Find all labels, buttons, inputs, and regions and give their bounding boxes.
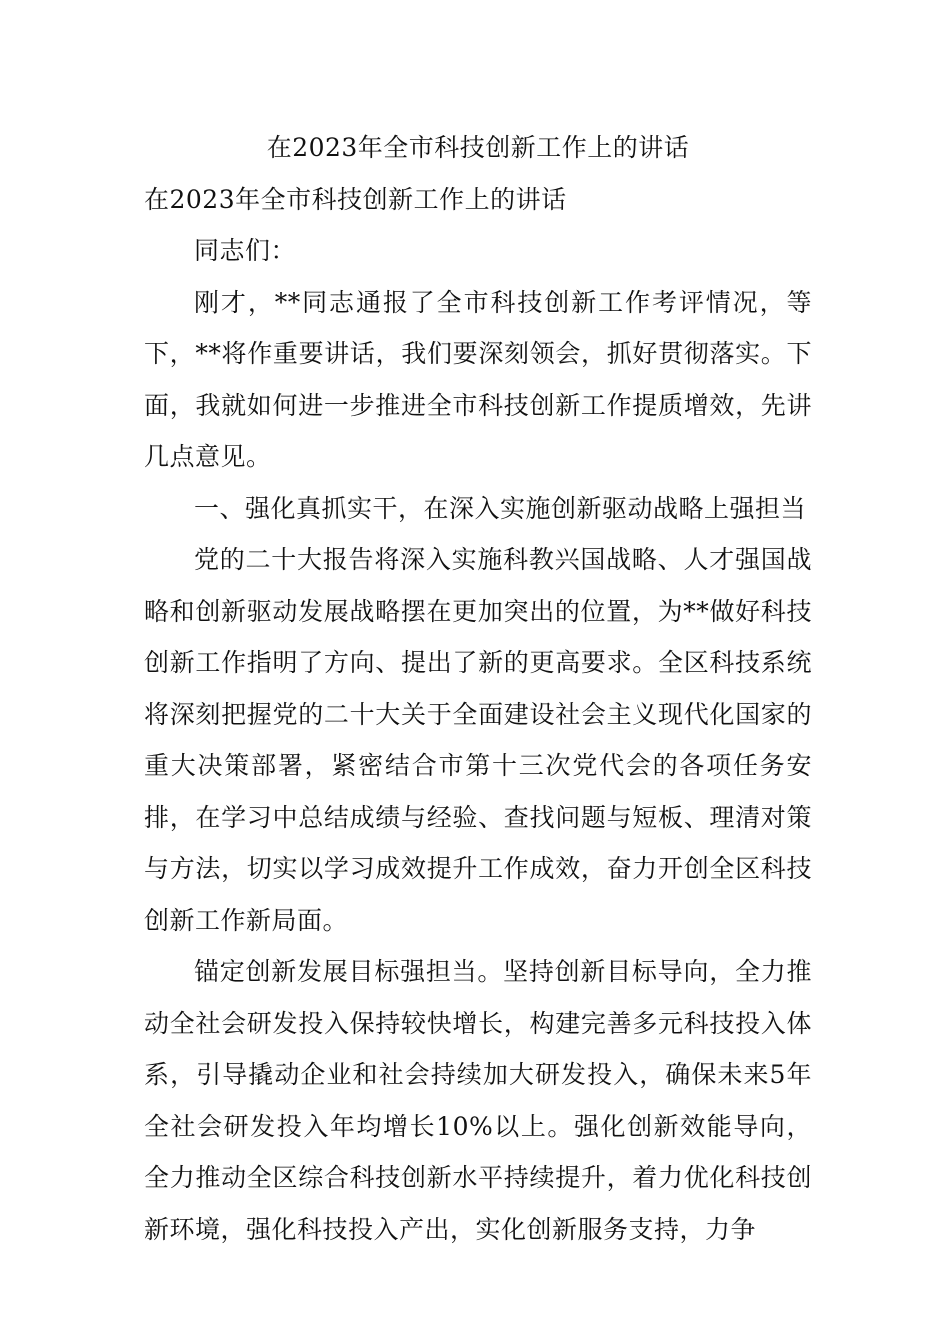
document-subtitle: 在2023年全市科技创新工作上的讲话	[144, 184, 567, 214]
document-body	[144, 122, 812, 1255]
document-title: 在2023年全市科技创新工作上的讲话	[266, 133, 690, 162]
salutation: 同志们：	[194, 236, 297, 265]
paragraph-innovation-goals: 锚定创新发展目标强担当。坚持创新目标导向，全力推动全社会研发投入保持较快增长，构建完善多元科技投入体系，引导撬动企业和社会持续加大研发投入，确保未来5年全社会研发投入年均增长10%以上。强化创新效能导向，全力推动全区综合科技创新水平持续提升，着力优化科技创新环境，强化科技投入产出，实化创新服务支持，力争	[144, 957, 812, 1244]
section-heading: 一、强化真抓实干，在深入实施创新驱动战略上强担当	[194, 493, 807, 523]
paragraph-section-body: 党的二十大报告将深入实施科教兴国战略、人才强国战略和创新驱动发展战略摆在更加突出的位置，为**做好科技创新工作指明了方向、提出了新的更高要求。全区科技系统将深刻把握党的二十大关于全面建设社会主义现代化国家的重大决策部署，紧密结合市第十三次党代会的各项任务安排，在学习中总结成绩与经验、查找问题与短板、理清对策与方法，切实以学习成效提升工作成效，奋力开创全区科技创新工作新局面。	[144, 545, 812, 935]
paragraph-intro: 刚才，**同志通报了全市科技创新工作考评情况，等下，**将作重要讲话，我们要深刻领会，抓好贯彻落实。下面，我就如何进一步推进全市科技创新工作提质增效，先讲几点意见。	[144, 287, 812, 471]
